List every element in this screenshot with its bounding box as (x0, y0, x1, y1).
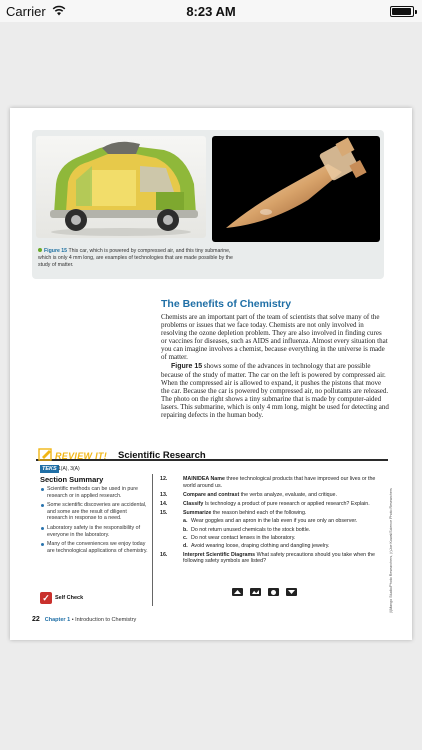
eye-safety-icon (268, 588, 279, 596)
question-15-subitems (183, 518, 388, 549)
figure-label: Figure 15 (44, 248, 68, 254)
photo-credit: (l)Mango Studio/Photo Researchers, (r)Joe Kowal/Science Photo Researchers (389, 488, 393, 613)
question-lead: Summarize (183, 509, 212, 516)
review-it-badge: REVIEW IT! (55, 451, 107, 461)
sub-text: Wear goggles and an apron in the lab even if you are only an observer. (191, 518, 358, 525)
clock: 8:23 AM (186, 4, 236, 19)
chemical-safety-icon (286, 588, 297, 596)
status-bar (0, 0, 422, 22)
sub-letter: b. (183, 526, 188, 533)
question-text: What safety precautions should you take when the following safety symbols are listed? (183, 551, 375, 565)
battery-fill (392, 8, 411, 15)
question-number: 16. (160, 551, 168, 558)
figure-bullet-icon (38, 248, 42, 252)
self-check-icon[interactable]: ✓ (40, 592, 52, 604)
summary-item: Scientific methods can be used in pure research or in applied research. (40, 486, 148, 499)
page-footer (32, 616, 136, 623)
column-divider (152, 474, 153, 606)
question-lead: Classify (183, 500, 204, 507)
sub-item-b (183, 527, 388, 534)
paragraph-2-text: shows some of the advances in technology that are possible because of the study of matter. The car on the left is powered by compressed air. When the compressed air is allowed to expand, it pushes the pistons that move the car. Because the car is powered by compressed air, no pollutants are released. The photo on the right shows a tiny submarine that is made by computer-aided lasers. This submarine, which is only 4 mm long, might be used for detecting and repairing defects in the human body. (161, 361, 389, 420)
question-13 (160, 492, 388, 499)
summary-item: Many of the conveniences we enjoy today are technological applications of chemistry. (40, 541, 148, 554)
paragraph-2-lead: Figure 15 (171, 362, 203, 370)
review-questions (160, 476, 388, 568)
sub-item-a (183, 518, 388, 525)
sub-text: Do not wear contact lenses in the laboratory. (191, 534, 296, 541)
carrier-label: Carrier (6, 4, 46, 19)
question-number: 13. (160, 491, 168, 498)
teks-badge: TEKS (42, 466, 57, 472)
question-lead: Interpret Scientific Diagrams (183, 551, 256, 558)
self-check-link[interactable]: Self Check (55, 595, 84, 601)
page-number: 22 (32, 616, 40, 623)
question-12 (160, 476, 388, 489)
question-lead-verb: Name (209, 476, 225, 482)
sub-item-d (183, 543, 388, 550)
question-text: Is technology a product of pure research or applied research? Explain. (203, 500, 370, 507)
figure-15 (32, 130, 384, 279)
sub-letter: a. (183, 518, 188, 525)
question-lead: MAINIDEA (183, 476, 209, 482)
summary-item: Laboratory safety is the responsibility of everyone in the laboratory. (40, 525, 148, 538)
clothing-protection-icon (250, 588, 261, 596)
figure-caption (38, 248, 243, 270)
sub-text: Do not return unused chemicals to the stock bottle. (191, 526, 311, 533)
question-lead: Compare and contrast (183, 491, 240, 498)
textbook-page[interactable] (10, 108, 412, 640)
review-title: Scientific Research (118, 450, 206, 461)
compressed-air-car-photo (36, 136, 206, 238)
section-summary-title: Section Summary (40, 475, 104, 484)
sub-letter: d. (183, 542, 188, 549)
question-15 (160, 510, 388, 549)
question-text: the verbs analyze, evaluate, and critique. (239, 491, 337, 498)
pencil-icon (38, 448, 53, 461)
sub-letter: c. (183, 534, 188, 541)
question-number: 14. (160, 500, 168, 507)
paragraph-1: Chemists are an important part of the team of scientists that solve many of the problems or issues that we face today. Chemists are not only involved in resolving the ozone depletion problem. They are also involved in finding cures or vaccines for diseases, such as AIDS and influenza. Almost every situation that you can imagine involves a chemist, because everything in the universe is made of matter. (161, 313, 388, 362)
question-number: 12. (160, 476, 168, 482)
sub-text: Avoid wearing loose, draping clothing and dangling jewelry. (191, 542, 330, 549)
section-summary-list (40, 486, 148, 557)
question-text: the reason behind each of the following. (211, 509, 307, 516)
paragraph-2 (161, 362, 389, 420)
safety-symbols (232, 588, 297, 596)
question-number: 15. (160, 509, 168, 516)
chapter-title: • Introduction to Chemistry (70, 617, 137, 623)
teks-reference: 1(A), 3(A) (58, 466, 80, 472)
chapter-label: Chapter 1 (44, 617, 71, 623)
sub-item-c (183, 535, 388, 542)
question-14 (160, 501, 388, 508)
question-text: three technological products that have improved our lives or the world around us. (183, 476, 376, 489)
question-16 (160, 552, 388, 565)
summary-item: Some scientific discoveries are accidental, and some are the result of diligent research in response to a need. (40, 502, 148, 522)
figure-caption-text: This car, which is powered by compressed air, and this tiny submarine, which is only 4 mm long, are examples of technologies that are made possible by the study of matter. (38, 248, 233, 269)
tiny-submarine-photo (212, 136, 380, 242)
section-title: The Benefits of Chemistry (161, 298, 292, 310)
battery-icon (390, 6, 414, 17)
section-body (161, 313, 389, 419)
hazard-symbol-icon (232, 588, 243, 596)
